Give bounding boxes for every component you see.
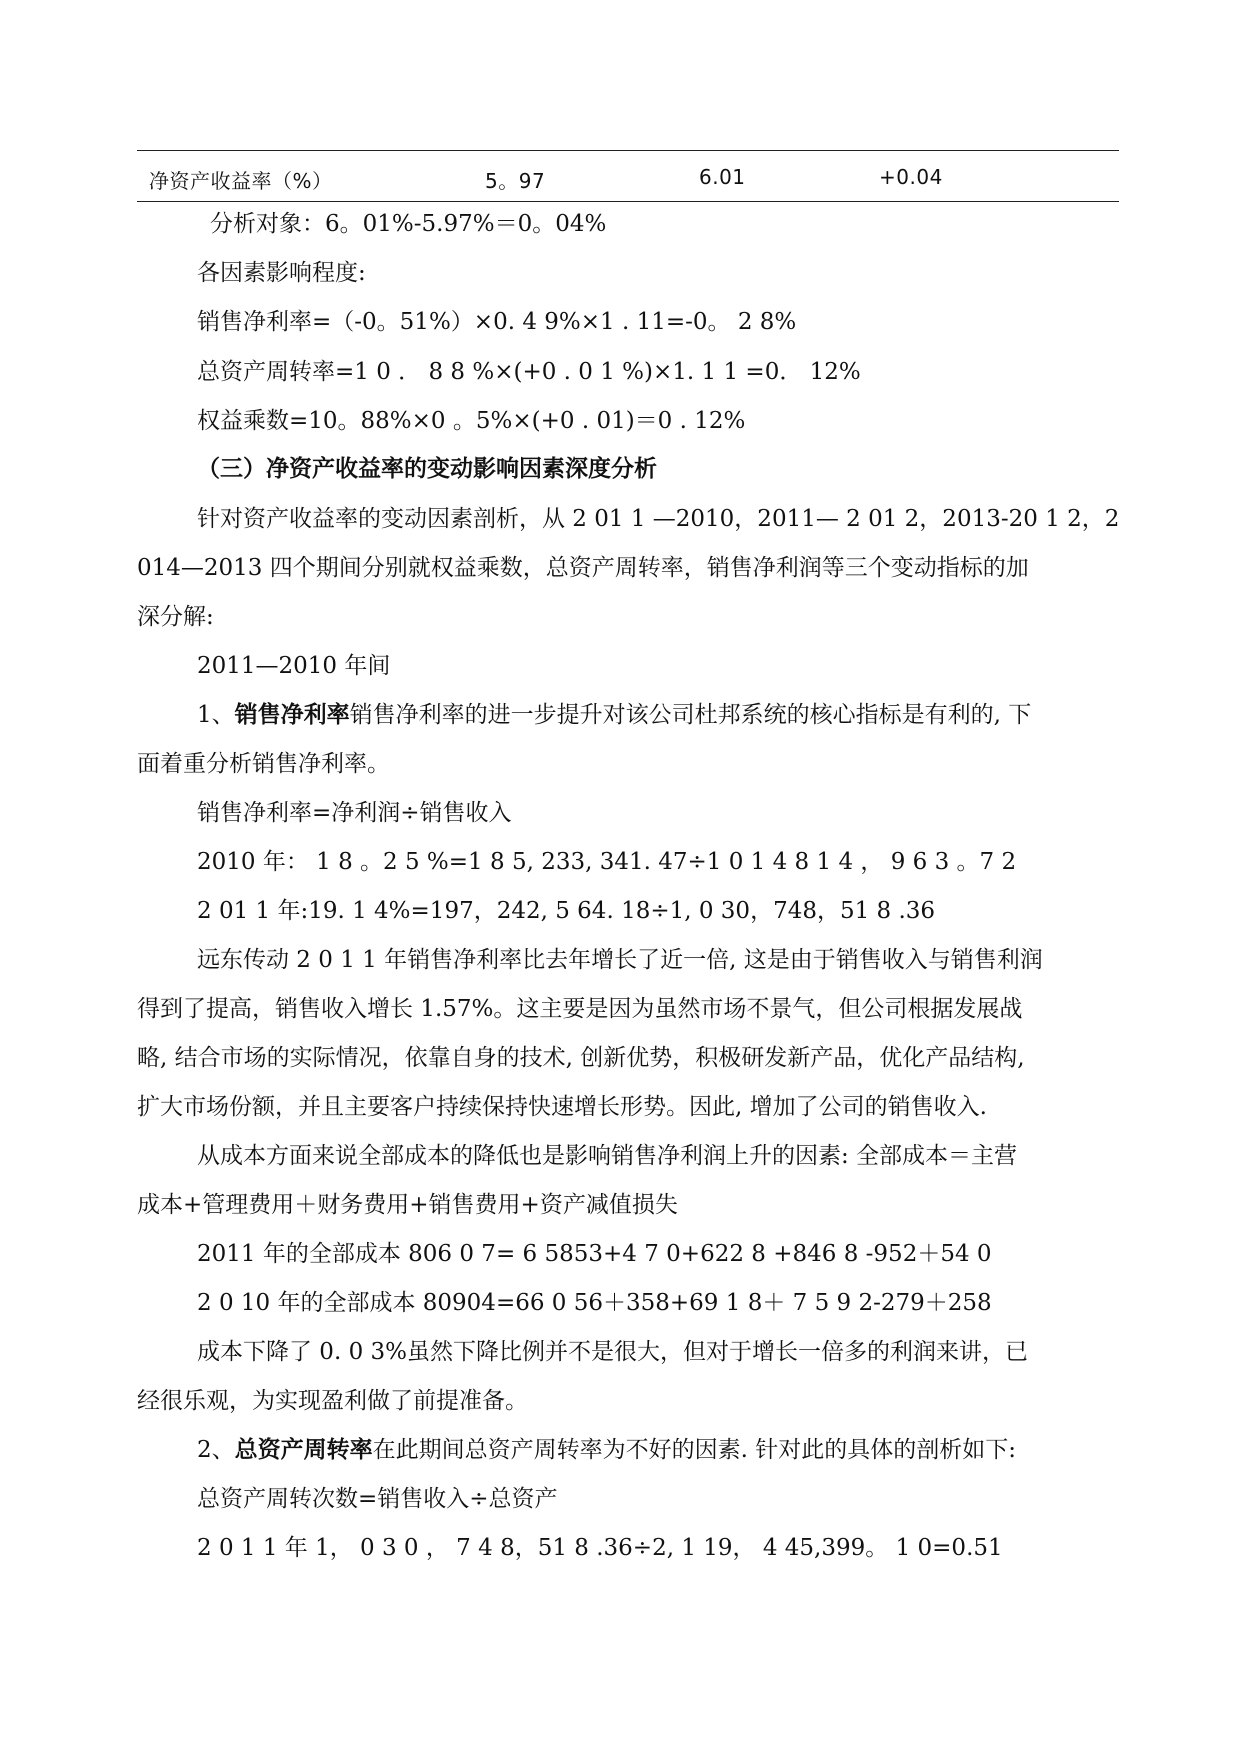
item-title-bold: 销售净利率: [234, 701, 350, 728]
paragraph-line: 从成本方面来说全部成本的降低也是影响销售净利润上升的因素: 全部成本＝主营: [197, 1143, 1018, 1169]
paragraph-line: [197, 699, 1031, 731]
paragraph-line: 深分解:: [137, 604, 214, 630]
data-table: [137, 150, 1119, 202]
item-text: 在此期间总资产周转率为不好的因素. 针对此的具体的剖析如下:: [372, 1437, 1017, 1463]
item-text: 销售净利率的进一步提升对该公司杜邦系统的核心指标是有利的, 下: [349, 702, 1032, 728]
analysis-object-line: 分析对象：6。01%-5.97%＝0。04%: [210, 211, 607, 237]
item-number: 2、: [197, 1437, 235, 1463]
paragraph-line: 针对资产收益率的变动因素剖析，从 2 01 1 —2010，2011— 2 01 2，2013-20 1 2，2: [197, 506, 1120, 532]
table-cell-change: +0.04: [879, 165, 943, 189]
paragraph-line: 经很乐观，为实现盈利做了前提准备。: [137, 1388, 528, 1414]
formula-line: 2 0 1 1 年 1， 0 3 0 ， 7 4 8，51 8 .36÷2, 1 19， 4 45,399。 1 0=0.51: [197, 1535, 1003, 1561]
formula-line: 销售净利率=净利润÷销售收入: [197, 800, 512, 826]
paragraph-line: 014—2013 四个期间分别就权益乘数，总资产周转率，销售净利润等三个变动指标的加: [137, 555, 1029, 581]
formula-line: 总资产周转次数=销售收入÷总资产: [197, 1486, 558, 1512]
formula-line: 2 01 1 年:19. 1 4%=197，242, 5 64. 18÷1, 0 30，748，51 8 .36: [197, 898, 936, 924]
section-heading: （三）净资产收益率的变动影响因素深度分析: [197, 455, 657, 482]
item-title-bold: 总资产周转率: [234, 1436, 373, 1463]
paragraph-line: [197, 1434, 1016, 1466]
formula-line: 2 0 10 年的全部成本 80904=66 0 56＋358+69 1 8＋ 7 5 9 2-279＋258: [197, 1290, 992, 1316]
paragraph-line: 得到了提高，销售收入增长 1.57%。这主要是因为虽然市场不景气，但公司根据发展战: [137, 996, 1023, 1022]
table-cell-value-2011: 6.01: [699, 165, 746, 189]
paragraph-line: 面着重分析销售净利率。: [137, 751, 390, 777]
equity-multiplier-formula: 权益乘数=10。88%×0 。5%×(+0 . 01)＝0 . 12%: [197, 408, 746, 434]
table-cell-value-2010: 5。97: [485, 169, 546, 193]
paragraph-line: 成本+管理费用＋财务费用+销售费用+资产减值损失: [137, 1192, 678, 1218]
net-profit-margin-formula: 销售净利率=（-0。51%）×0. 4 9%×1 . 11=-0。 2 8%: [197, 309, 797, 335]
factors-heading-line: 各因素影响程度:: [197, 260, 366, 286]
paragraph-line: 成本下降了 0. 0 3%虽然下降比例并不是很大，但对于增长一倍多的利润来讲，已: [197, 1339, 1028, 1365]
paragraph-line: 略, 结合市场的实际情况，依靠自身的技术, 创新优势，积极研发新产品，优化产品结构,: [137, 1045, 1025, 1071]
paragraph-line: 远东传动 2 0 1 1 年销售净利率比去年增长了近一倍, 这是由于销售收入与销售利润: [197, 947, 1043, 973]
asset-turnover-formula: 总资产周转率=1 0 ． 8 8 %×(+0 . 0 1 %)×1. 1 1 =0． 12%: [197, 359, 861, 385]
formula-line: 2010 年： 1 8 。2 5 %=1 8 5, 233, 341. 47÷1 0 1 4 8 1 4 ， 9 6 3 。7 2: [197, 849, 1017, 875]
item-number: 1、: [197, 702, 235, 728]
formula-line: 2011 年的全部成本 806 0 7= 6 5853+4 7 0+622 8 +846 8 -952＋54 0: [197, 1241, 992, 1267]
table-cell-metric: 净资产收益率（%）: [149, 169, 333, 193]
paragraph-line: 扩大市场份额，并且主要客户持续保持快速增长形势。因此, 增加了公司的销售收入.: [137, 1094, 987, 1120]
period-label: 2011—2010 年间: [197, 653, 391, 679]
